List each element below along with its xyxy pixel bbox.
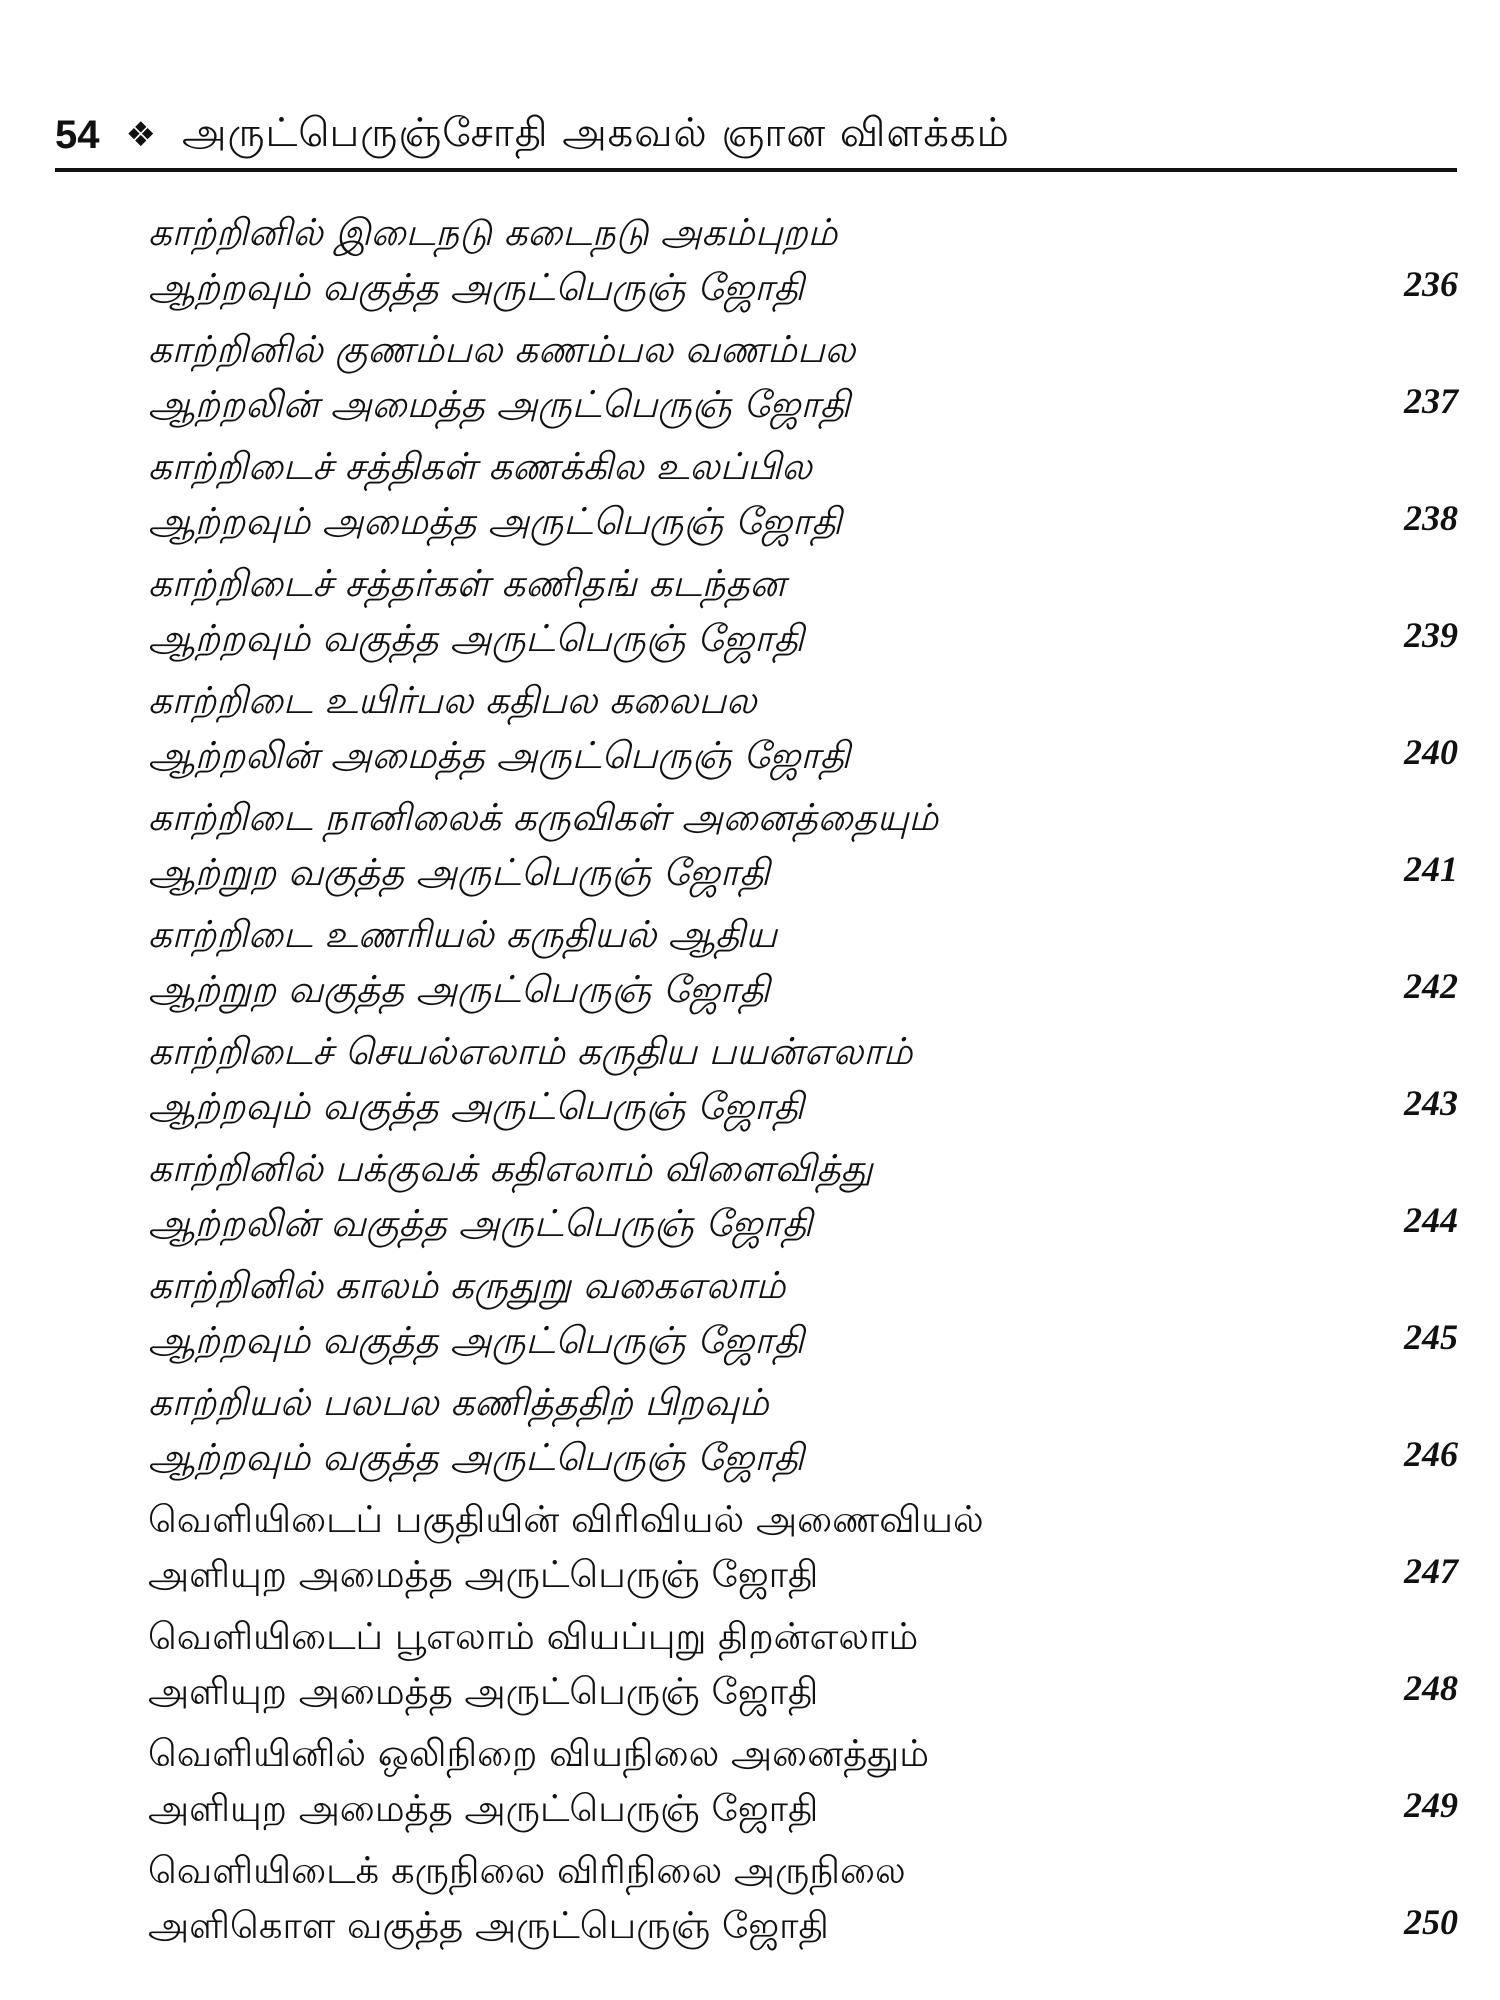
verse-243 — [148, 1024, 1478, 1141]
verse-250 — [148, 1843, 1478, 1960]
verse-line-2: ஆற்றவும் வகுத்த அருட்பெருஞ் ஜோதி — [148, 1319, 804, 1362]
verse-line-1: வெளியினில் ஒலிநிறை வியநிலை அனைத்தும் — [148, 1732, 930, 1775]
verse-line-2: அளியுற அமைத்த அருட்பெருஞ் ஜோதி — [148, 1787, 819, 1830]
verse-240 — [148, 673, 1478, 790]
verse-line-2: ஆற்றுற வகுத்த அருட்பெருஞ் ஜோதி — [148, 851, 770, 894]
verse-line-1: வெளியிடைக் கருநிலை விரிநிலை அருநிலை — [148, 1849, 906, 1892]
page-number: 54 — [55, 112, 100, 157]
verse-238 — [148, 439, 1478, 556]
verse-number: 245 — [1404, 1317, 1458, 1357]
verse-line-1: காற்றிடை நானிலைக் கருவிகள் அனைத்தையும் — [148, 796, 939, 839]
verse-line-2: அளியுற அமைத்த அருட்பெருஞ் ஜோதி — [148, 1670, 819, 1713]
page-header — [55, 100, 1455, 170]
verse-242 — [148, 907, 1478, 1024]
verse-249 — [148, 1726, 1478, 1843]
verse-line-1: காற்றிடைச் செயல்எலாம் கருதிய பயன்எலாம் — [148, 1030, 913, 1073]
verse-number: 243 — [1404, 1083, 1458, 1123]
verse-248 — [148, 1609, 1478, 1726]
verse-line-1: வெளியிடைப் பூஎலாம் வியப்புறு திறன்எலாம் — [148, 1615, 919, 1658]
verse-line-1: வெளியிடைப் பகுதியின் விரிவியல் அணைவியல் — [148, 1498, 984, 1541]
verse-line-2: ஆற்றுற வகுத்த அருட்பெருஞ் ஜோதி — [148, 968, 770, 1011]
verse-245 — [148, 1258, 1478, 1375]
header-rule — [55, 168, 1457, 172]
verse-line-2: ஆற்றவும் வகுத்த அருட்பெருஞ் ஜோதி — [148, 266, 804, 309]
verse-239 — [148, 556, 1478, 673]
verse-line-2: ஆற்றவும் அமைத்த அருட்பெருஞ் ஜோதி — [148, 500, 842, 543]
verse-number: 247 — [1404, 1551, 1458, 1591]
verse-line-1: காற்றினில் இடைநடு கடைநடு அகம்புறம் — [148, 211, 838, 254]
verse-number: 237 — [1404, 381, 1458, 421]
verse-number: 246 — [1404, 1434, 1458, 1474]
verse-number: 236 — [1404, 264, 1458, 304]
verse-241 — [148, 790, 1478, 907]
verse-line-2: ஆற்றலின் வகுத்த அருட்பெருஞ் ஜோதி — [148, 1202, 813, 1245]
verse-number: 248 — [1404, 1668, 1458, 1708]
verse-number: 242 — [1404, 966, 1458, 1006]
verse-line-2: அளியுற அமைத்த அருட்பெருஞ் ஜோதி — [148, 1553, 819, 1596]
verse-line-1: காற்றியல் பலபல கணித்ததிற் பிறவும் — [148, 1381, 769, 1424]
verse-number: 239 — [1404, 615, 1458, 655]
verse-236 — [148, 205, 1478, 322]
verse-line-1: காற்றினில் பக்குவக் கதிஎலாம் விளைவித்து — [148, 1147, 873, 1190]
running-title: அருட்பெருஞ்சோதி அகவல் ஞான விளக்கம் — [181, 109, 1010, 156]
verse-line-2: ஆற்றலின் அமைத்த அருட்பெருஞ் ஜோதி — [148, 383, 851, 426]
ornament-icon: ❖ — [125, 115, 156, 155]
verse-line-2: அளிகொள வகுத்த அருட்பெருஞ் ஜோதி — [148, 1904, 829, 1947]
verse-247 — [148, 1492, 1478, 1609]
verse-number: 238 — [1404, 498, 1458, 538]
verse-list — [148, 205, 1478, 1960]
verse-line-1: காற்றிடைச் சத்தர்கள் கணிதங் கடந்தன — [148, 562, 786, 605]
verse-number: 244 — [1404, 1200, 1458, 1240]
verse-number: 249 — [1404, 1785, 1458, 1825]
verse-line-1: காற்றிடை உணரியல் கருதியல் ஆதிய — [148, 913, 778, 956]
verse-line-2: ஆற்றவும் வகுத்த அருட்பெருஞ் ஜோதி — [148, 1085, 804, 1128]
verse-line-1: காற்றினில் குணம்பல கணம்பல வணம்பல — [148, 328, 856, 371]
verse-line-1: காற்றிடை உயிர்பல கதிபல கலைபல — [148, 679, 757, 722]
verse-number: 250 — [1404, 1902, 1458, 1942]
verse-244 — [148, 1141, 1478, 1258]
verse-line-2: ஆற்றவும் வகுத்த அருட்பெருஞ் ஜோதி — [148, 1436, 804, 1479]
verse-246 — [148, 1375, 1478, 1492]
verse-237 — [148, 322, 1478, 439]
verse-line-1: காற்றினில் காலம் கருதுறு வகைஎலாம் — [148, 1264, 786, 1307]
verse-line-1: காற்றிடைச் சத்திகள் கணக்கில உலப்பில — [148, 445, 812, 488]
verse-line-2: ஆற்றவும் வகுத்த அருட்பெருஞ் ஜோதி — [148, 617, 804, 660]
verse-number: 241 — [1404, 849, 1458, 889]
verse-number: 240 — [1404, 732, 1458, 772]
verse-line-2: ஆற்றலின் அமைத்த அருட்பெருஞ் ஜோதி — [148, 734, 851, 777]
